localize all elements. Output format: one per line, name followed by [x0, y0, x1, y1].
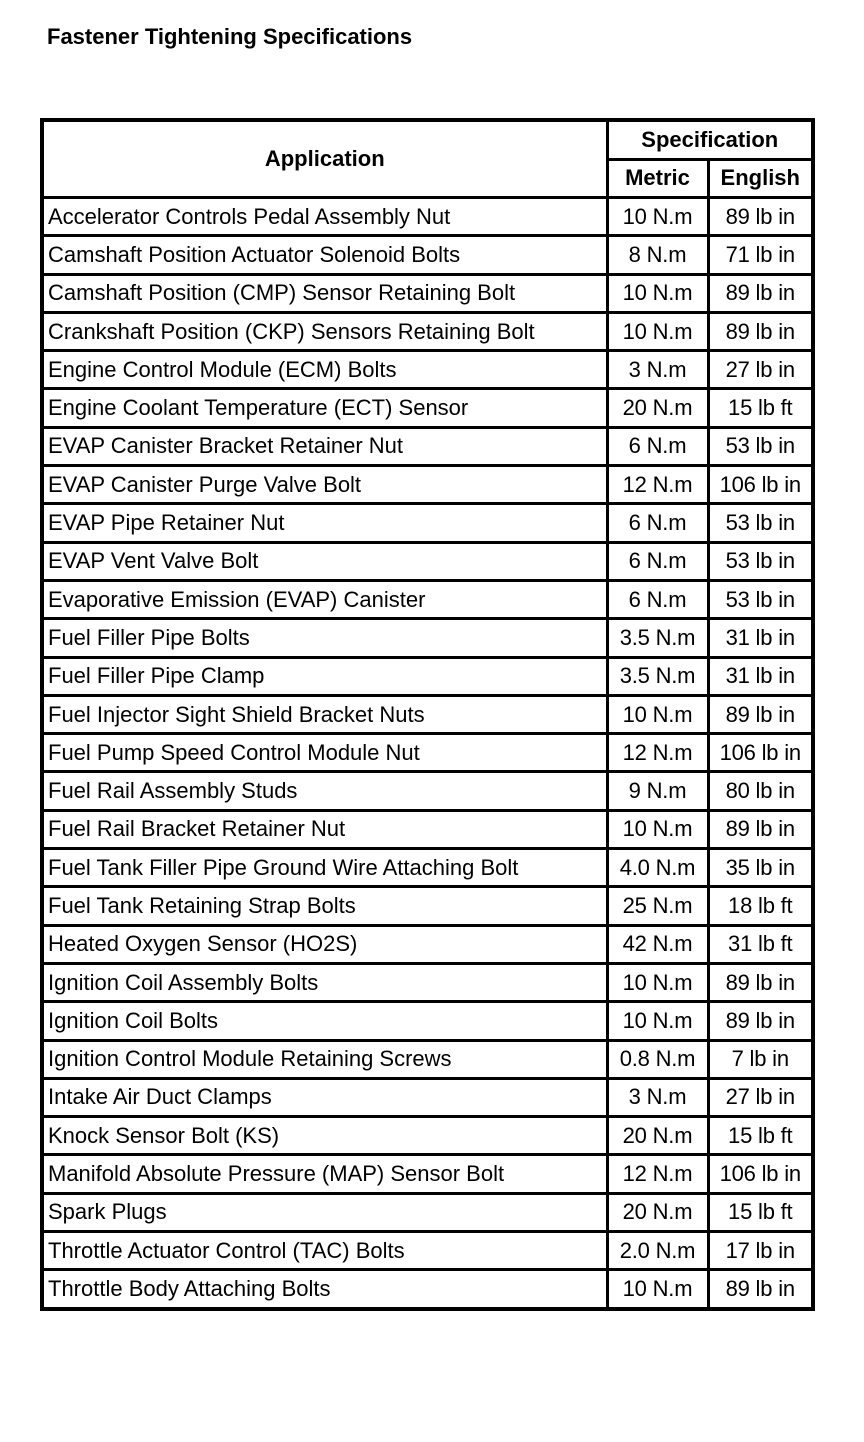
cell-metric: 3.5 N.m: [607, 657, 708, 695]
cell-application: Accelerator Controls Pedal Assembly Nut: [42, 198, 607, 236]
cell-application: Fuel Injector Sight Shield Bracket Nuts: [42, 695, 607, 733]
cell-english: 27 lb in: [708, 1078, 813, 1116]
cell-application: Fuel Filler Pipe Clamp: [42, 657, 607, 695]
cell-metric: 25 N.m: [607, 887, 708, 925]
table-row: [42, 1232, 813, 1270]
cell-metric: 9 N.m: [607, 772, 708, 810]
cell-application: Crankshaft Position (CKP) Sensors Retaining Bolt: [42, 312, 607, 350]
cell-english: 89 lb in: [708, 1270, 813, 1309]
cell-application: EVAP Vent Valve Bolt: [42, 542, 607, 580]
cell-application: Camshaft Position Actuator Solenoid Bolts: [42, 236, 607, 274]
cell-application: EVAP Pipe Retainer Nut: [42, 504, 607, 542]
table-row: [42, 963, 813, 1001]
cell-english: 15 lb ft: [708, 1193, 813, 1231]
cell-english: 27 lb in: [708, 351, 813, 389]
cell-english: 106 lb in: [708, 734, 813, 772]
cell-application: Knock Sensor Bolt (KS): [42, 1117, 607, 1155]
cell-english: 80 lb in: [708, 772, 813, 810]
table-row: [42, 734, 813, 772]
table-body: [42, 198, 813, 1309]
cell-application: EVAP Canister Bracket Retainer Nut: [42, 427, 607, 465]
cell-english: 106 lb in: [708, 1155, 813, 1193]
fastener-spec-table: [40, 118, 815, 1311]
cell-english: 53 lb in: [708, 580, 813, 618]
table-row: [42, 1078, 813, 1116]
cell-metric: 8 N.m: [607, 236, 708, 274]
cell-metric: 20 N.m: [607, 1193, 708, 1231]
cell-application: Fuel Filler Pipe Bolts: [42, 619, 607, 657]
cell-metric: 3 N.m: [607, 1078, 708, 1116]
cell-english: 89 lb in: [708, 963, 813, 1001]
cell-english: 89 lb in: [708, 1002, 813, 1040]
cell-application: Camshaft Position (CMP) Sensor Retaining Bolt: [42, 274, 607, 312]
cell-metric: 10 N.m: [607, 695, 708, 733]
cell-english: 71 lb in: [708, 236, 813, 274]
table-row: [42, 772, 813, 810]
cell-metric: 12 N.m: [607, 1155, 708, 1193]
table-row: [42, 887, 813, 925]
table-row: [42, 619, 813, 657]
cell-english: 89 lb in: [708, 810, 813, 848]
cell-application: Ignition Control Module Retaining Screws: [42, 1040, 607, 1078]
cell-metric: 6 N.m: [607, 504, 708, 542]
cell-english: 53 lb in: [708, 542, 813, 580]
cell-metric: 6 N.m: [607, 580, 708, 618]
cell-english: 15 lb ft: [708, 389, 813, 427]
cell-english: 31 lb in: [708, 657, 813, 695]
table-row: [42, 849, 813, 887]
table-row: [42, 1193, 813, 1231]
cell-english: 53 lb in: [708, 427, 813, 465]
cell-application: Fuel Pump Speed Control Module Nut: [42, 734, 607, 772]
cell-english: 17 lb in: [708, 1232, 813, 1270]
table-row: [42, 1002, 813, 1040]
cell-metric: 6 N.m: [607, 427, 708, 465]
cell-metric: 10 N.m: [607, 198, 708, 236]
table-row: [42, 389, 813, 427]
cell-english: 89 lb in: [708, 198, 813, 236]
table-row: [42, 657, 813, 695]
cell-application: Fuel Tank Filler Pipe Ground Wire Attaching Bolt: [42, 849, 607, 887]
table-row: [42, 1117, 813, 1155]
cell-metric: 6 N.m: [607, 542, 708, 580]
cell-english: 18 lb ft: [708, 887, 813, 925]
cell-application: Intake Air Duct Clamps: [42, 1078, 607, 1116]
table-row: [42, 504, 813, 542]
cell-metric: 10 N.m: [607, 963, 708, 1001]
cell-application: Heated Oxygen Sensor (HO2S): [42, 925, 607, 963]
cell-metric: 10 N.m: [607, 312, 708, 350]
cell-metric: 12 N.m: [607, 734, 708, 772]
table-row: [42, 580, 813, 618]
cell-english: 31 lb ft: [708, 925, 813, 963]
table-row: [42, 542, 813, 580]
table-row: [42, 312, 813, 350]
table-row: [42, 466, 813, 504]
cell-english: 35 lb in: [708, 849, 813, 887]
cell-metric: 12 N.m: [607, 466, 708, 504]
cell-english: 106 lb in: [708, 466, 813, 504]
column-header-metric: Metric: [607, 159, 708, 198]
cell-english: 7 lb in: [708, 1040, 813, 1078]
cell-metric: 10 N.m: [607, 810, 708, 848]
table-row: [42, 1270, 813, 1309]
cell-application: Spark Plugs: [42, 1193, 607, 1231]
cell-metric: 20 N.m: [607, 389, 708, 427]
table-row: [42, 925, 813, 963]
cell-metric: 10 N.m: [607, 1270, 708, 1309]
cell-english: 53 lb in: [708, 504, 813, 542]
cell-english: 15 lb ft: [708, 1117, 813, 1155]
table-row: [42, 1040, 813, 1078]
cell-application: Engine Control Module (ECM) Bolts: [42, 351, 607, 389]
table-row: [42, 695, 813, 733]
cell-application: Ignition Coil Bolts: [42, 1002, 607, 1040]
cell-metric: 20 N.m: [607, 1117, 708, 1155]
table-row: [42, 351, 813, 389]
cell-application: Throttle Actuator Control (TAC) Bolts: [42, 1232, 607, 1270]
cell-english: 89 lb in: [708, 274, 813, 312]
cell-metric: 3 N.m: [607, 351, 708, 389]
cell-english: 89 lb in: [708, 312, 813, 350]
cell-application: Throttle Body Attaching Bolts: [42, 1270, 607, 1309]
column-header-english: English: [708, 159, 813, 198]
cell-application: Fuel Rail Assembly Studs: [42, 772, 607, 810]
cell-metric: 10 N.m: [607, 274, 708, 312]
cell-metric: 4.0 N.m: [607, 849, 708, 887]
column-header-application: Application: [42, 120, 607, 198]
table-row: [42, 274, 813, 312]
column-header-specification: Specification: [607, 120, 813, 159]
cell-application: Fuel Tank Retaining Strap Bolts: [42, 887, 607, 925]
cell-application: Engine Coolant Temperature (ECT) Sensor: [42, 389, 607, 427]
table-row: [42, 427, 813, 465]
cell-metric: 0.8 N.m: [607, 1040, 708, 1078]
cell-metric: 3.5 N.m: [607, 619, 708, 657]
cell-application: Manifold Absolute Pressure (MAP) Sensor Bolt: [42, 1155, 607, 1193]
cell-metric: 10 N.m: [607, 1002, 708, 1040]
table-header: [42, 120, 813, 198]
cell-application: EVAP Canister Purge Valve Bolt: [42, 466, 607, 504]
cell-english: 31 lb in: [708, 619, 813, 657]
cell-metric: 2.0 N.m: [607, 1232, 708, 1270]
table-row: [42, 1155, 813, 1193]
cell-application: Ignition Coil Assembly Bolts: [42, 963, 607, 1001]
cell-application: Evaporative Emission (EVAP) Canister: [42, 580, 607, 618]
cell-metric: 42 N.m: [607, 925, 708, 963]
page-title: Fastener Tightening Specifications: [47, 24, 413, 49]
cell-application: Fuel Rail Bracket Retainer Nut: [42, 810, 607, 848]
table-row: [42, 810, 813, 848]
table-row: [42, 198, 813, 236]
table-row: [42, 236, 813, 274]
cell-english: 89 lb in: [708, 695, 813, 733]
